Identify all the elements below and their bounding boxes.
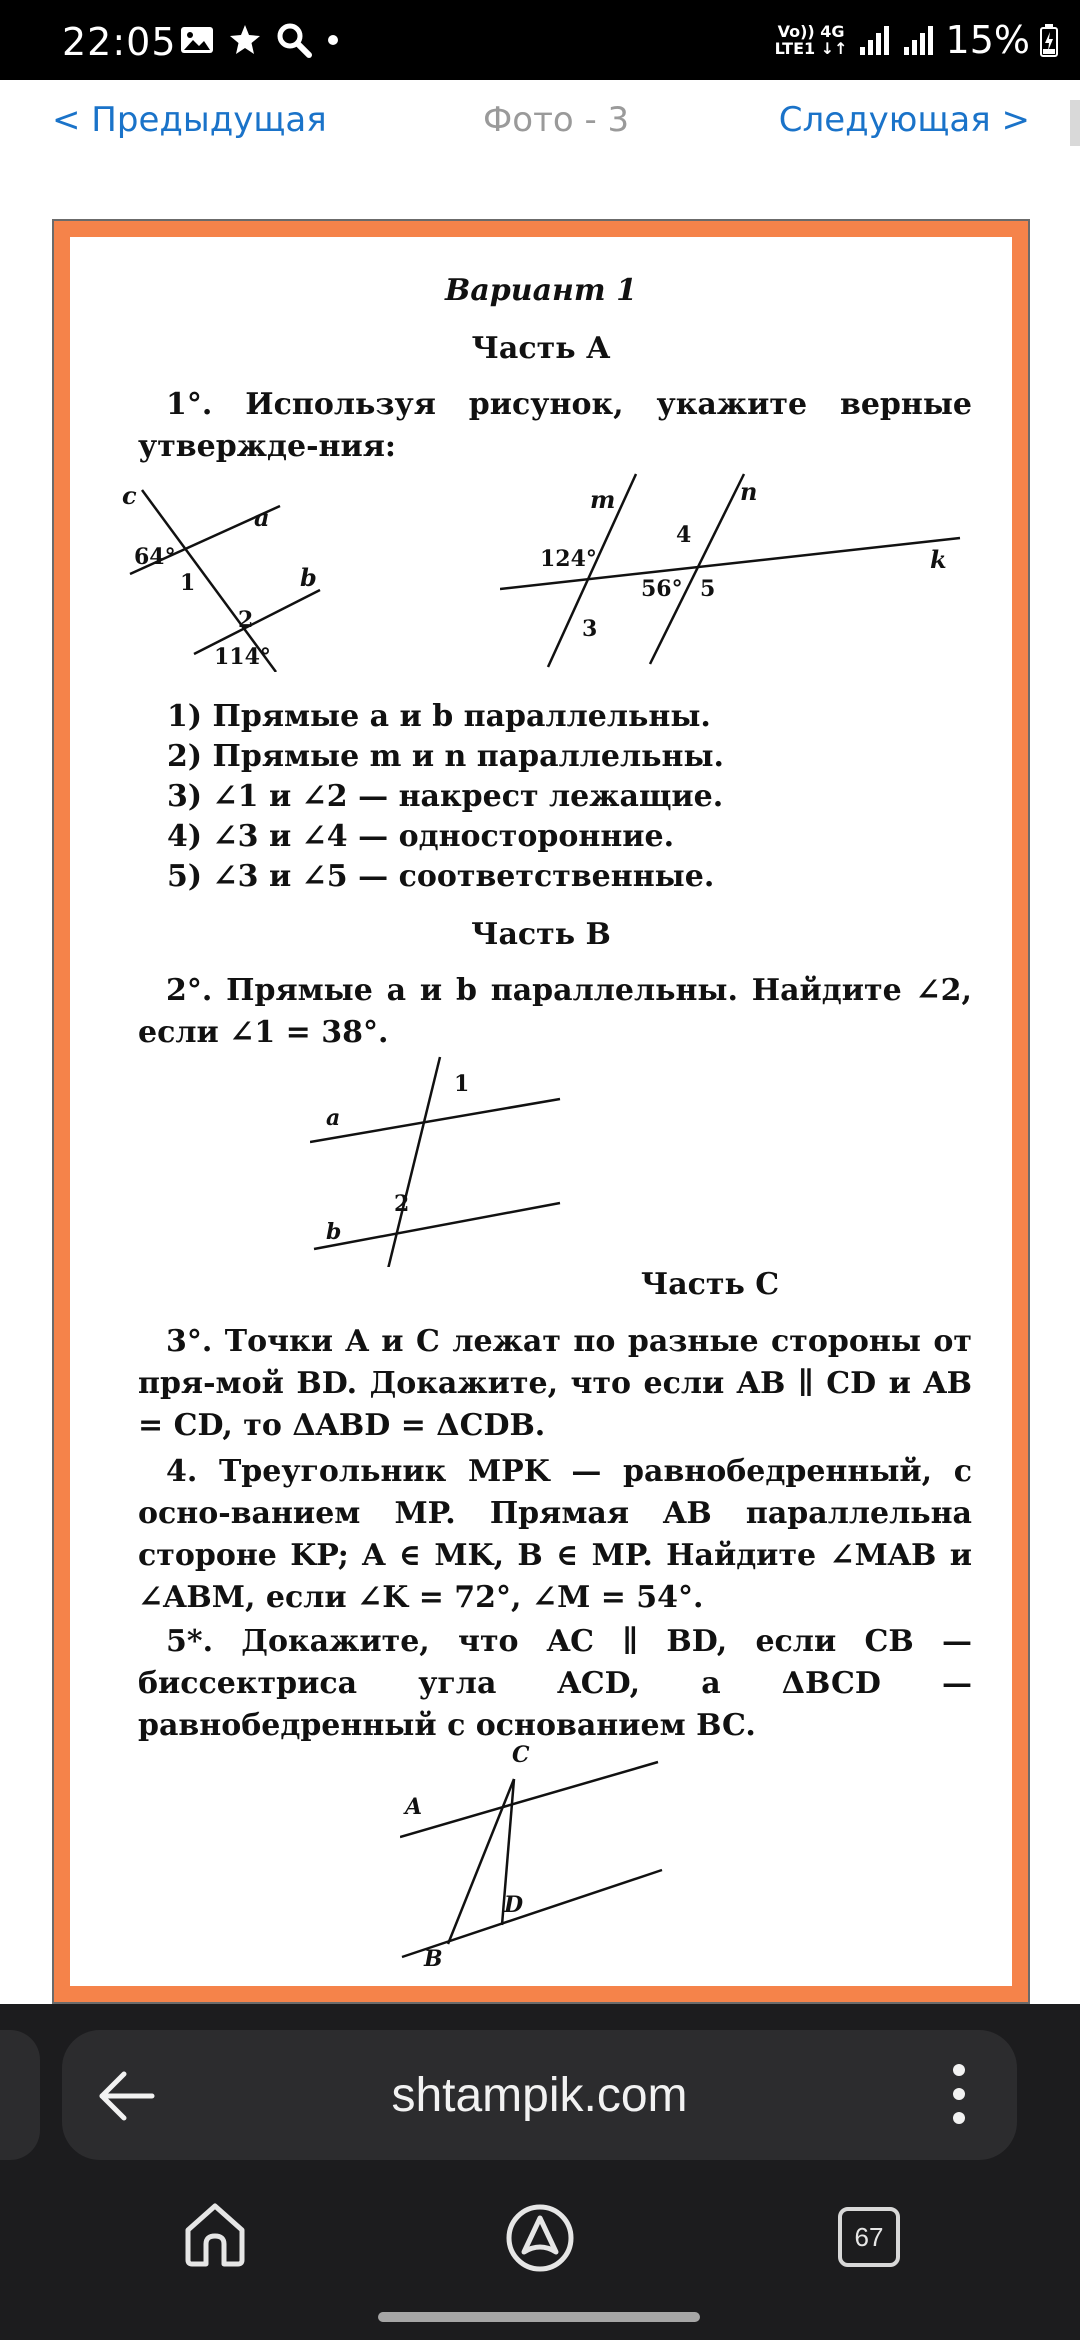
label-1: 1	[454, 1071, 470, 1097]
notification-icons	[180, 22, 340, 58]
option-2: 2) Прямые m и n параллельны.	[167, 739, 724, 774]
label-114: 114°	[214, 644, 271, 670]
question-3: 3°. Точки A и C лежат по разные стороны от пря-мой BD. Докажите, что если AB ∥ CD и AB = CD, то ΔABD = ΔCDB.	[138, 1324, 972, 1443]
line-a	[310, 1099, 560, 1142]
battery-charging-icon	[1040, 23, 1058, 57]
home-icon[interactable]	[182, 2200, 248, 2270]
next-link[interactable]: Следующая >	[778, 100, 1030, 140]
photo-navigation	[0, 80, 1080, 164]
label-b: b	[326, 1219, 342, 1245]
status-bar	[0, 0, 1080, 80]
assistant-icon[interactable]	[504, 2202, 576, 2274]
label-3: 3	[582, 616, 598, 642]
previous-tab-stub[interactable]	[0, 2030, 40, 2160]
label-n: n	[740, 477, 758, 506]
star-icon	[228, 23, 262, 57]
option-3: 3) ∠1 и ∠2 — накрест лежащие.	[167, 779, 724, 814]
gesture-bar[interactable]	[378, 2312, 700, 2322]
previous-link[interactable]: < Предыдущая	[52, 100, 327, 140]
option-1: 1) Прямые a и b параллельны.	[167, 699, 711, 734]
transversal	[388, 1057, 440, 1267]
label-a: a	[326, 1105, 341, 1131]
label-a: a	[254, 503, 270, 532]
label-4: 4	[676, 522, 692, 548]
textbook-photo[interactable]	[52, 219, 1030, 2004]
label-b: b	[300, 563, 317, 592]
textbook-page	[70, 237, 1012, 1986]
battery-percent: 15%	[945, 18, 1030, 62]
label-D: D	[504, 1892, 524, 1918]
line-b	[314, 1203, 560, 1249]
option-4: 4) ∠3 и ∠4 — односторонние.	[167, 819, 675, 854]
label-m: m	[590, 485, 616, 514]
status-time: 22:05	[62, 20, 177, 64]
question-1: 1°. Используя рисунок, укажите верные утвержде-ния:	[138, 387, 972, 464]
option-5: 5) ∠3 и ∠5 — соответственные.	[167, 859, 715, 894]
dot-icon	[326, 33, 340, 47]
label-56: 56°	[641, 576, 683, 602]
network-top: Vo)) 4G	[777, 22, 845, 41]
network-indicator	[775, 23, 848, 57]
status-right	[775, 18, 1058, 62]
figure-5	[400, 1732, 780, 1972]
label-2: 2	[394, 1191, 410, 1217]
line-cb	[448, 1779, 514, 1944]
variant-title: Вариант 1	[445, 273, 637, 308]
label-1: 1	[180, 570, 196, 596]
question-4: 4. Треугольник MPK — равнобедренный, с осно-ванием MP. Прямая AB параллельна стороне KP; A ∈ MK, B ∈ MP. Найдите ∠MAB и ∠ABM, если ∠K = 72°, ∠M = 54°.	[138, 1454, 972, 1615]
question-5: 5*. Докажите, что AC ∥ BD, если CB — биссектриса угла ACD, а ΔBCD — равнобедренный с основанием BC.	[138, 1624, 972, 1743]
address-bar[interactable]	[62, 2030, 1017, 2160]
line-bd	[402, 1870, 662, 1957]
line-n	[650, 474, 744, 664]
label-A: A	[405, 1794, 423, 1820]
figure-1-right	[500, 462, 1040, 677]
part-b-heading: Часть В	[471, 917, 611, 952]
tabs-button[interactable]: 67	[838, 2207, 900, 2267]
url-text[interactable]: shtampik.com	[391, 2069, 688, 2122]
question-2: 2°. Прямые a и b параллельны. Найдите ∠2, если ∠1 = 38°.	[138, 973, 972, 1050]
part-c-heading: Часть С	[640, 1267, 780, 1302]
label-2: 2	[238, 607, 254, 633]
more-options-icon[interactable]	[951, 2062, 967, 2126]
signal-icon	[858, 23, 892, 57]
label-64: 64°	[134, 544, 176, 570]
label-c: c	[122, 481, 137, 510]
label-B: B	[424, 1946, 443, 1972]
part-a-heading: Часть А	[471, 331, 611, 366]
question-1-options	[167, 697, 724, 897]
line-ac	[400, 1762, 658, 1837]
photo-title: Фото - 3	[483, 100, 630, 140]
signal-icon-2	[902, 23, 936, 57]
figure-2	[310, 1047, 710, 1267]
label-5: 5	[700, 576, 716, 602]
figure-1-left	[110, 472, 330, 672]
scrollbar[interactable]	[1070, 100, 1080, 146]
label-C: C	[512, 1742, 530, 1768]
label-124: 124°	[540, 546, 597, 572]
gallery-icon	[180, 25, 214, 55]
network-bottom: LTE1 ↓↑	[774, 39, 848, 58]
label-k: k	[930, 545, 947, 574]
search-icon	[276, 22, 312, 58]
